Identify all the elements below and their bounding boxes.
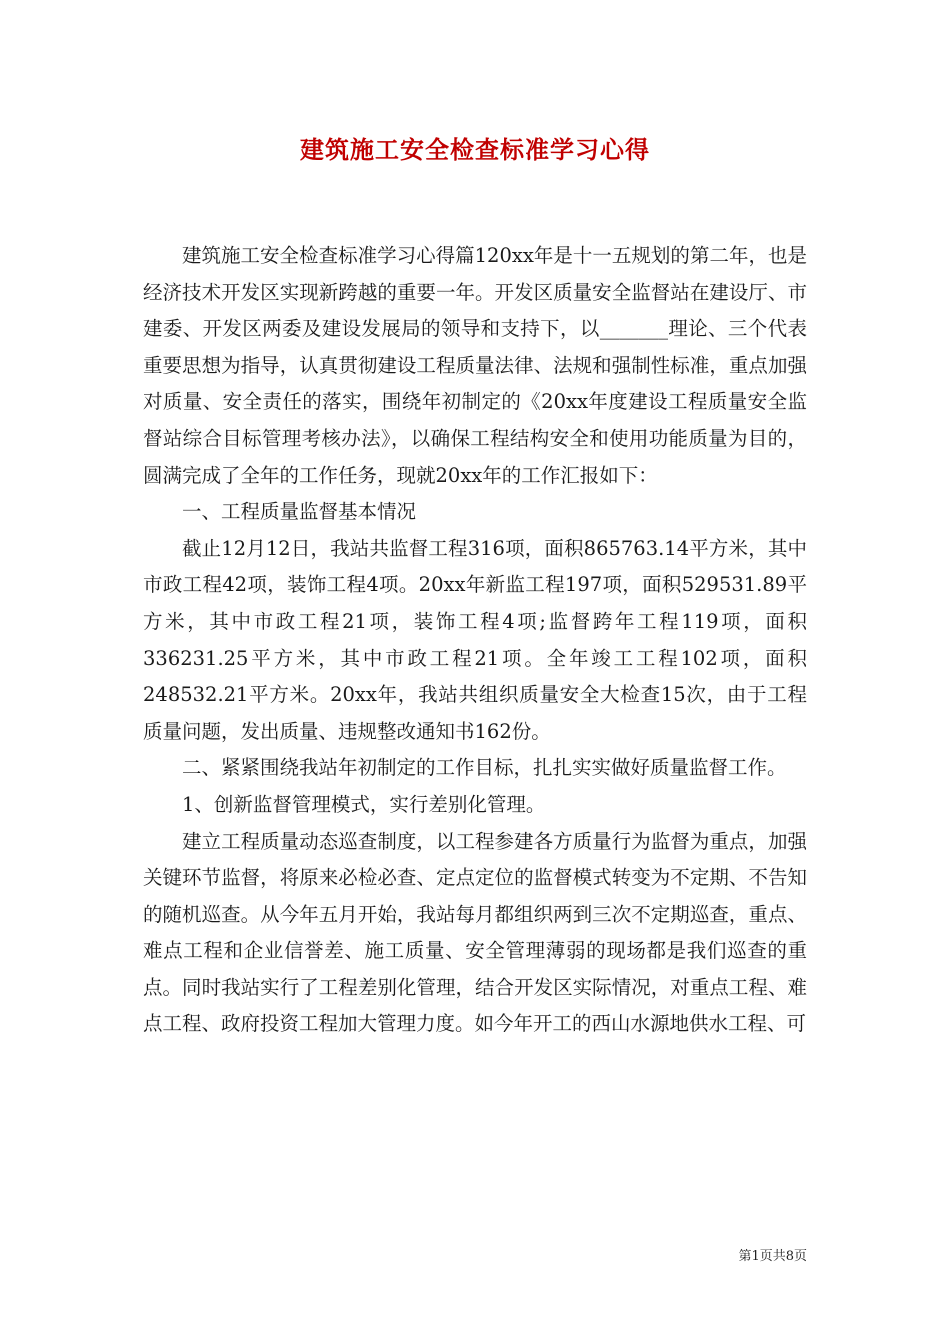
- section-heading-2: 二、紧紧围绕我站年初制定的工作目标，扎扎实实做好质量监督工作。: [182, 756, 787, 780]
- document-title: 建筑施工安全检查标准学习心得: [300, 135, 650, 164]
- document-body: [143, 238, 807, 1043]
- subsection-heading-1: 1、创新监督管理模式，实行差别化管理。: [182, 792, 546, 816]
- paragraph-inspection: 建立工程质量动态巡查制度，以工程参建各方质量行为监督为重点，加强关键环节监督，将原来必检必查、定点定位的监督模式转变为不定期、不告知的随机巡查。从今年五月开始，我站每月都组织两到三次不定期巡查，重点、难点工程和企业信誉差、施工质量、安全管理薄弱的现场都是我们巡查的重点。同时我站实行了工程差别化管理，结合开发区实际情况，对重点工程、难点工程、政府投资工程加大管理力度。如今年开工的西山水源地供水工程、可: [143, 829, 807, 1036]
- page-number-footer: 第1页共8页: [738, 1249, 807, 1264]
- paragraph-intro: 建筑施工安全检查标准学习心得篇120xx年是十一五规划的第二年，也是经济技术开发区实现新跨越的重要一年。开发区质量安全监督站在建设厅、市建委、开发区两委及建设发展局的领导和支持下，以_______理论、三个代表重要思想为指导，认真贯彻建设工程质量法律、法规和强制性标准，重点加强对质量、安全责任的落实，围绕年初制定的《20xx年度建设工程质量安全监督站综合目标管理考核办法》，以确保工程结构安全和使用功能质量为目的，圆满完成了全年的工作任务，现就20xx年的工作汇报如下：: [143, 244, 807, 487]
- paragraph-statistics: 截止12月12日，我站共监督工程316项，面积865763.14平方米，其中市政工程42项，装饰工程4项。20xx年新监工程197项，面积529531.89平方米，其中市政工程21项，装饰工程4项;监督跨年工程119项，面积336231.25平方米，其中市政工程21项。全年竣工工程102项，面积248532.21平方米。20xx年，我站共组织质量安全大检查15次，由于工程质量问题，发出质量、违规整改通知书162份。: [143, 536, 807, 743]
- section-heading-1: 一、工程质量监督基本情况: [182, 500, 417, 524]
